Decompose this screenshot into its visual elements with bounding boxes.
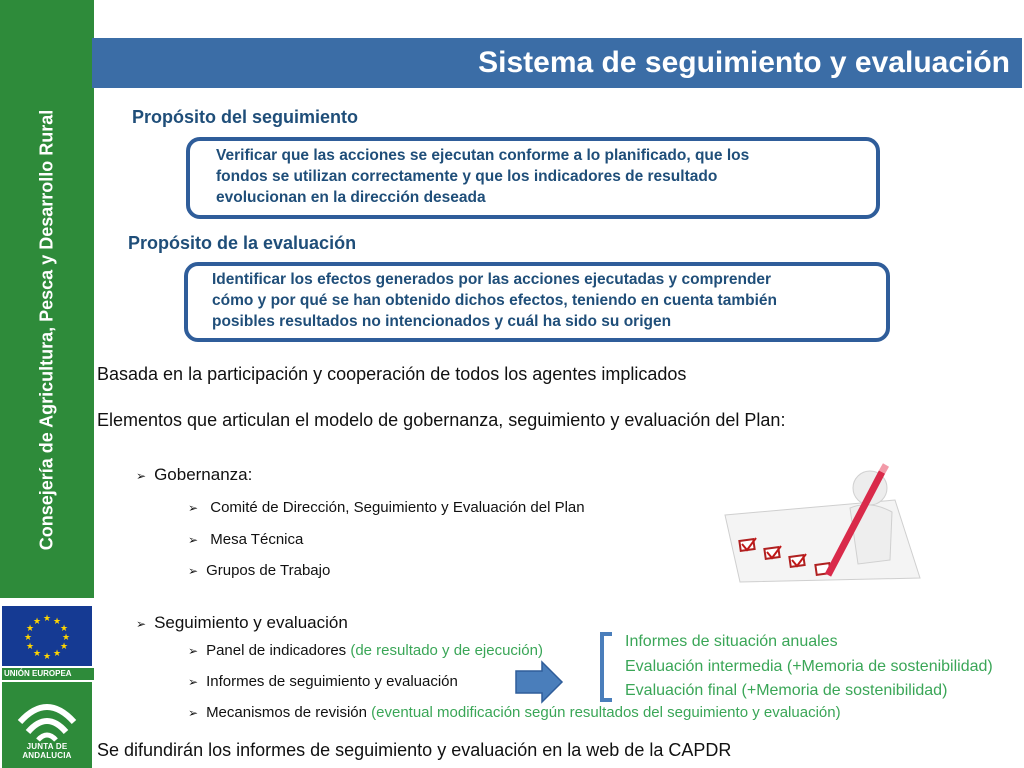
evaluacion-line: Identificar los efectos generados por las acciones ejecutadas y comprender — [212, 271, 772, 288]
elementos-text: Elementos que articulan el modelo de gobernanza, seguimiento y evaluación del Plan: — [97, 410, 786, 430]
svg-text:★: ★ — [52, 648, 62, 658]
evaluacion-line: cómo y por qué se han obtenido dichos efectos, teniendo en cuenta también — [212, 292, 777, 309]
seguimiento-line: evolucionan en la dirección deseada — [216, 189, 486, 206]
seguimiento-subitem — [188, 704, 841, 721]
svg-text:★: ★ — [32, 648, 42, 658]
svg-text:★: ★ — [42, 613, 52, 623]
informes-list — [625, 630, 993, 704]
gobernanza-subitem — [188, 499, 585, 516]
checklist-illustration — [720, 460, 930, 585]
arrow-bullet-icon: ➢ — [188, 644, 199, 658]
seguimiento-subitem-note: (de resultado y de ejecución) — [350, 642, 543, 659]
gobernanza-label: Gobernanza: — [154, 465, 253, 484]
seguimiento-subitem-label: Mecanismos de revisión — [206, 704, 372, 721]
svg-text:★: ★ — [25, 641, 35, 651]
page-title: Sistema de seguimiento y evaluación — [478, 46, 1010, 79]
gobernanza-subitem — [188, 531, 303, 548]
junta-andalucia-logo — [2, 682, 92, 768]
svg-text:★: ★ — [59, 641, 69, 651]
evaluacion-heading: Propósito de la evaluación — [128, 233, 357, 253]
svg-text:★: ★ — [52, 616, 62, 626]
sidebar — [0, 0, 94, 768]
gobernanza-subitem — [188, 562, 330, 579]
seguimiento-evaluacion-label: Seguimiento y evaluación — [154, 613, 348, 632]
svg-text:★: ★ — [32, 616, 42, 626]
gobernanza-item — [136, 465, 252, 485]
seguimiento-subitem-note: (eventual modificación según resultados del seguimiento y evaluación) — [371, 704, 841, 721]
eu-label: UNIÓN EUROPEA — [2, 668, 94, 680]
arrow-bullet-icon: ➢ — [188, 533, 199, 547]
seguimiento-line: Verificar que las acciones se ejecutan conforme a lo planificado, que los — [216, 147, 750, 164]
informe-item: Informes de situación anuales — [625, 633, 838, 650]
junta-label: JUNTA DE ANDALUCIA — [22, 742, 72, 760]
informe-item: Evaluación intermedia (+Memoria de sostenibilidad) — [625, 657, 993, 675]
footer-text: Se difundirán los informes de seguimiento y evaluación en la web de la CAPDR — [97, 740, 732, 760]
svg-text:★: ★ — [23, 632, 33, 642]
arrow-bullet-icon: ➢ — [188, 501, 199, 515]
seguimiento-subitem — [188, 642, 543, 659]
seguimiento-subitem-label: Informes de seguimiento y evaluación — [206, 673, 458, 690]
svg-text:★: ★ — [61, 632, 71, 642]
seguimiento-line: fondos se utilizan correctamente y que los indicadores de resultado — [216, 168, 718, 185]
seguimiento-subitem — [188, 673, 458, 690]
gobernanza-subitem-label: Comité de Dirección, Seguimiento y Evaluación del Plan — [210, 499, 585, 516]
eu-flag-logo — [2, 606, 92, 666]
svg-text:★: ★ — [25, 623, 35, 633]
arrow-bullet-icon: ➢ — [188, 706, 199, 720]
seguimiento-heading: Propósito del seguimiento — [132, 107, 359, 127]
seguimiento-evaluacion-item — [136, 613, 348, 633]
left-bracket-icon — [596, 632, 616, 702]
evaluacion-line: posibles resultados no intencionados y cuál ha sido su origen — [212, 313, 672, 330]
title-bar — [92, 38, 1022, 88]
seguimiento-subitem-label: Panel de indicadores — [206, 642, 351, 659]
evaluacion-text — [212, 269, 777, 332]
gobernanza-subitem-label: Mesa Técnica — [210, 531, 304, 548]
gobernanza-subitem-label: Grupos de Trabajo — [206, 562, 331, 579]
right-arrow-icon — [514, 660, 564, 704]
informe-item: Evaluación final (+Memoria de sostenibilidad) — [625, 682, 948, 699]
sidebar-band — [0, 0, 94, 598]
participacion-text: Basada en la participación y cooperación de todos los agentes implicados — [97, 364, 687, 384]
svg-text:★: ★ — [42, 651, 52, 661]
arrow-bullet-icon: ➢ — [188, 675, 199, 689]
seguimiento-text — [216, 145, 749, 208]
arrow-bullet-icon: ➢ — [136, 469, 147, 483]
arrow-bullet-icon: ➢ — [136, 617, 147, 631]
eu-stars-icon — [2, 606, 92, 666]
arrow-bullet-icon: ➢ — [188, 564, 199, 578]
svg-text:★: ★ — [59, 623, 69, 633]
organization-name: Consejería de Agricultura, Pesca y Desarrollo Rural — [36, 109, 57, 551]
